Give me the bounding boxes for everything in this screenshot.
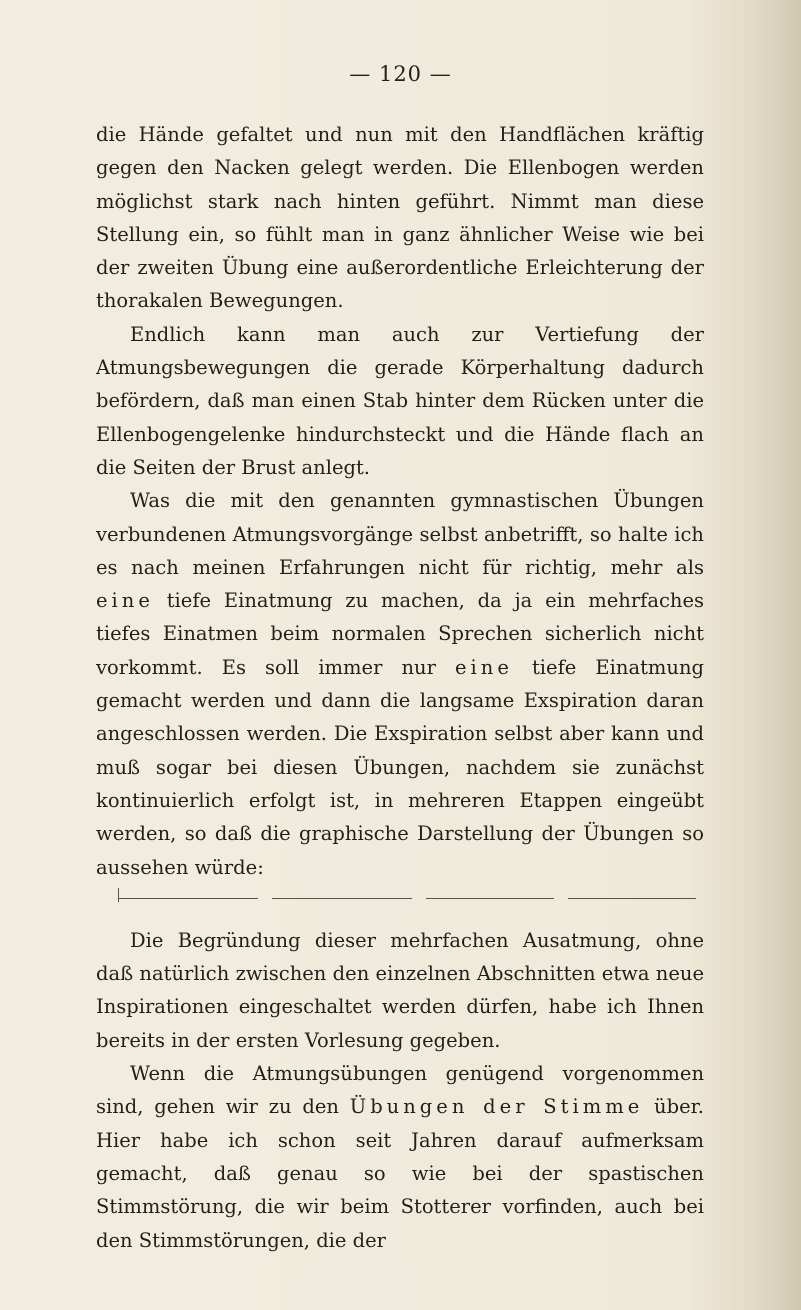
diagram-segment-2 — [272, 898, 412, 899]
diagram-segment-3 — [426, 898, 554, 899]
diagram-inspiration-tick — [118, 888, 119, 902]
emphasis-eine-2: eine — [455, 655, 513, 679]
page-number: — 120 — — [349, 62, 452, 86]
paragraph-2: Endlich kann man auch zur Vertiefung der Atmungsbewegungen die gerade Körperhaltung dadurch befördern, daß man einen Stab hinter dem Rücken unter die Ellenbogengelenke hindurchsteckt und die Hände flach an die Seiten der Brust anlegt. — [96, 322, 704, 479]
paragraph-4: Die Begründung dieser mehrfachen Ausatmung, ohne daß natürlich zwischen den einzelnen Abschnitten etwa neue Inspirationen eingeschaltet werden dürfen, habe ich Ihnen bereits in der ersten Vorlesung gegeben. — [96, 928, 704, 1052]
emphasis-uebungen-der-stimme: Übungen der Stimme — [349, 1095, 644, 1119]
paragraph-1: die Hände gefaltet und nun mit den Handflächen kräftig gegen den Nacken gelegt werden. Die Ellenbogen werden möglichst stark nach hinten geführt. Nimmt man diese Stellung ein, so fühlt man in ganz ähnlicher Weise wie bei der zweiten Übung eine außerordentliche Erleichterung der thorakalen Bewegungen. — [96, 123, 704, 313]
paragraph-3-text-b: tiefe Einatmung zu machen, da ja ein mehrfaches tiefes Einatmen beim normalen Sprechen sicherlich nicht vorkommt. Es soll immer nur — [96, 589, 705, 679]
paragraph-3 — [96, 484, 704, 884]
exspiration-diagram — [96, 884, 704, 924]
emphasis-eine-1: eine — [96, 589, 154, 613]
diagram-segment-4 — [568, 898, 696, 899]
paragraph-5-text-b: über. Hier habe ich schon seit Jahren darauf aufmerksam gemacht, daß genau so wie bei der spastischen Stimmstörung, die wir beim Stotterer vorfinden, auch bei den Stimmstörungen, die der — [96, 1095, 705, 1252]
paragraph-3-text-c: tiefe Einatmung gemacht werden und dann die langsame Exspiration daran angeschlossen werden. Die Exspiration selbst aber kann und muß sogar bei diesen Übungen, nachdem sie zunächst kontinuierlich erfolgt ist, in mehreren Etappen eingeübt werden, so daß die graphische Darstellung der Übungen so aussehen würde: — [96, 655, 704, 879]
paragraph-3-text-a: Was die mit den genannten gymnastischen Übungen verbundenen Atmungsvorgänge selbst anbetrifft, so halte ich es nach meinen Erfahrungen nicht für richtig, mehr als — [96, 489, 704, 579]
paragraph-5 — [96, 1057, 704, 1257]
paragraph-5-text-a: Wenn die Atmungsübungen genügend vorgenommen sind, gehen wir zu den — [96, 1062, 704, 1119]
diagram-segment-1 — [118, 898, 258, 899]
body-text — [96, 118, 704, 1257]
